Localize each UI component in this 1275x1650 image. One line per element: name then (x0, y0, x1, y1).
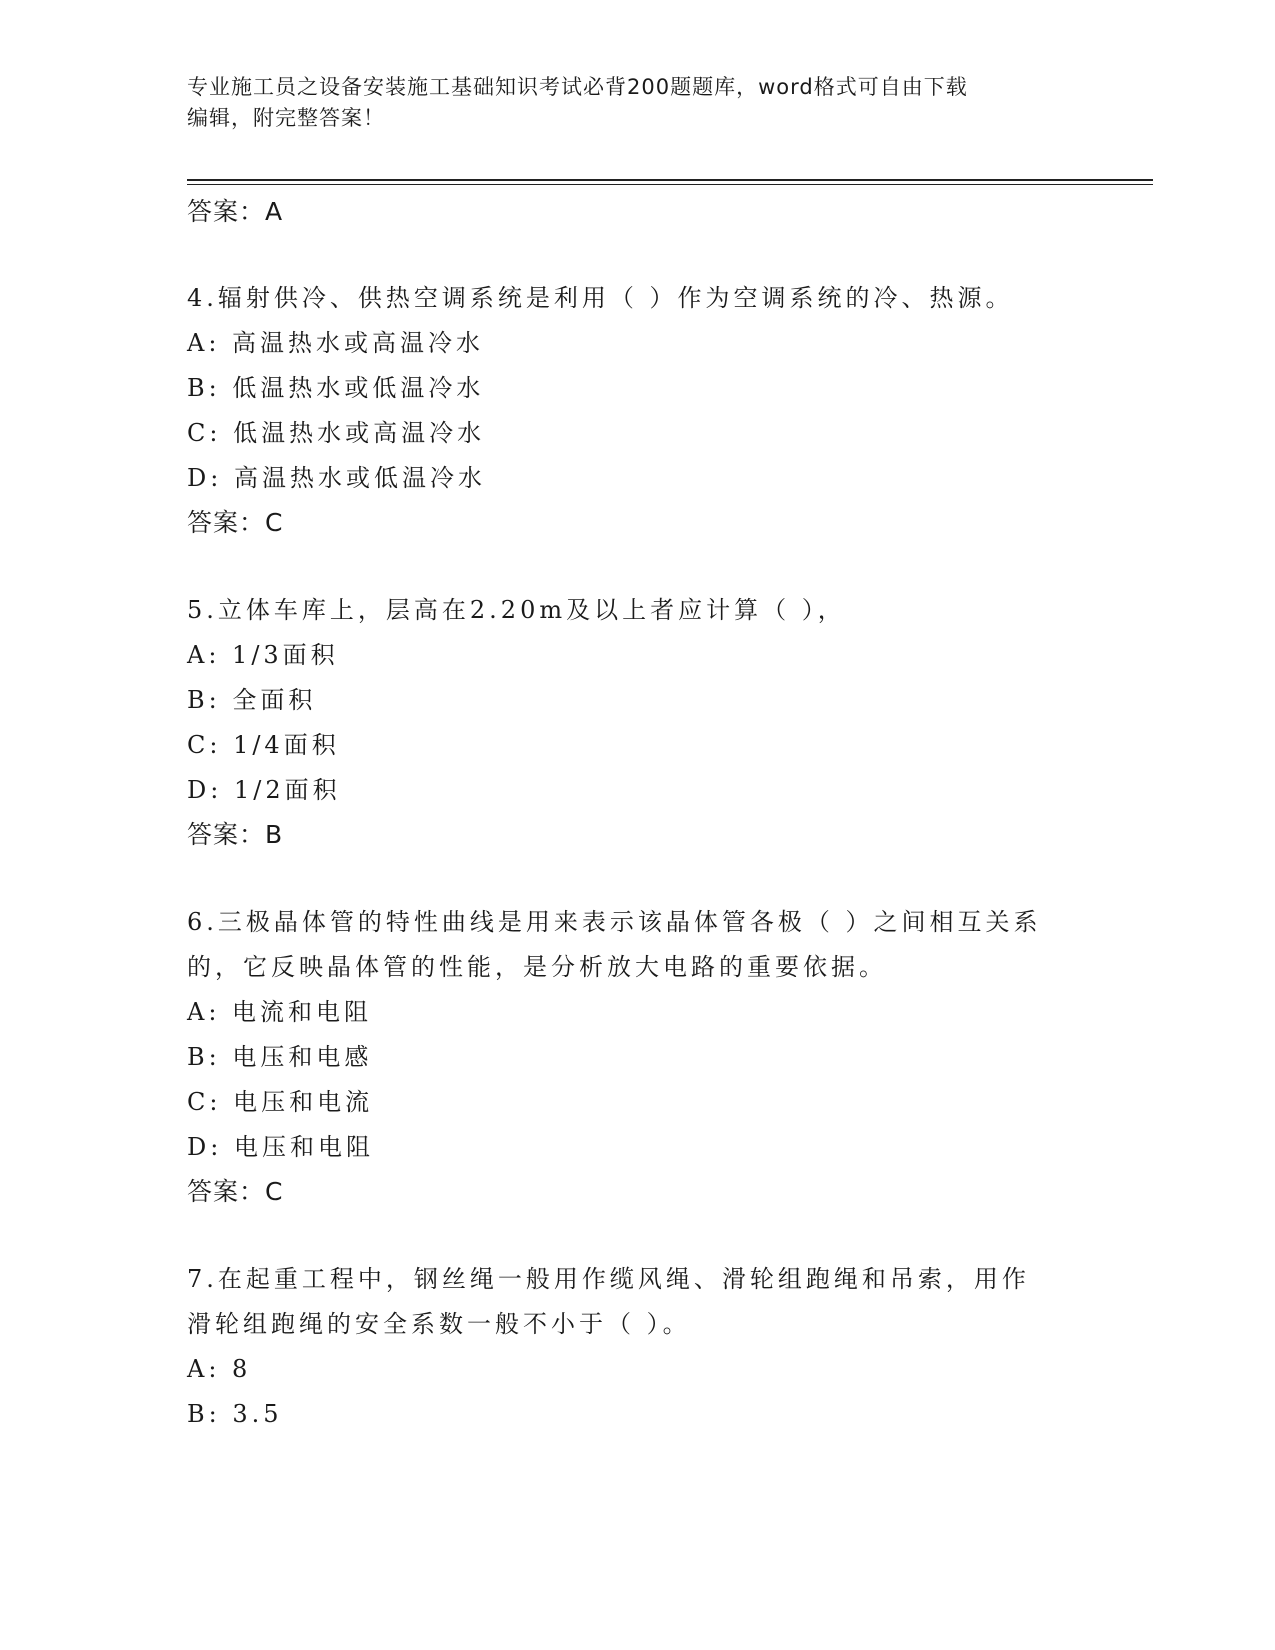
answer-line: 答案：B (187, 820, 284, 849)
question-line: 6.三极晶体管的特性曲线是用来表示该晶体管各极（ ）之间相互关系 (187, 908, 1042, 936)
header-line-1: 专业施工员之设备安装施工基础知识考试必背200题题库，word格式可自由下载 (187, 75, 968, 99)
header-rule-thin (187, 184, 1153, 185)
question-line: 7.在起重工程中，钢丝绳一般用作缆风绳、滑轮组跑绳和吊索，用作 (187, 1265, 1030, 1293)
question-text (187, 900, 1087, 990)
question-line: 的，它反映晶体管的性能，是分析放大电路的重要依据。 (187, 953, 887, 981)
block-spacer (187, 234, 1087, 276)
answer-line: 答案：A (187, 197, 284, 226)
question-text (187, 588, 1087, 633)
question-text (187, 1257, 1087, 1347)
header-rule-thick (187, 179, 1153, 181)
header-line-2: 编辑，附完整答案！ (187, 106, 385, 130)
block-spacer (187, 1214, 1087, 1257)
answer-line: 答案：C (187, 508, 284, 537)
document-header (187, 72, 1067, 134)
option-a: A: 高温热水或高温冷水 (187, 329, 485, 357)
option-b: B: 3.5 (187, 1400, 283, 1428)
question-line: 4.辐射供冷、供热空调系统是利用（ ）作为空调系统的冷、热源。 (187, 284, 1014, 312)
question-text (187, 276, 1087, 321)
option-b: B: 电压和电感 (187, 1043, 373, 1071)
option-c: C: 低温热水或高温冷水 (187, 419, 486, 447)
question-block (187, 1257, 1087, 1437)
option-c: C: 电压和电流 (187, 1088, 374, 1116)
answer-line: 答案：C (187, 1177, 284, 1206)
question-block (187, 588, 1087, 857)
option-b: B: 全面积 (187, 686, 317, 714)
option-a: A: 1/3面积 (187, 641, 339, 669)
block-spacer (187, 857, 1087, 900)
question-block (187, 900, 1087, 1214)
question-line: 5.立体车库上，层高在2.20m及以上者应计算（ ）， (187, 596, 846, 624)
document-body (187, 190, 1087, 1437)
option-a: A: 8 (187, 1355, 252, 1383)
block-spacer (187, 545, 1087, 588)
option-c: C: 1/4面积 (187, 731, 340, 759)
question-line: 滑轮组跑绳的安全系数一般不小于（ ）。 (187, 1310, 691, 1338)
option-b: B: 低温热水或低温冷水 (187, 374, 485, 402)
option-a: A: 电流和电阻 (187, 998, 373, 1026)
option-d: D: 电压和电阻 (187, 1133, 374, 1161)
option-d: D: 高温热水或低温冷水 (187, 464, 486, 492)
question-block (187, 276, 1087, 545)
option-d: D: 1/2面积 (187, 776, 341, 804)
